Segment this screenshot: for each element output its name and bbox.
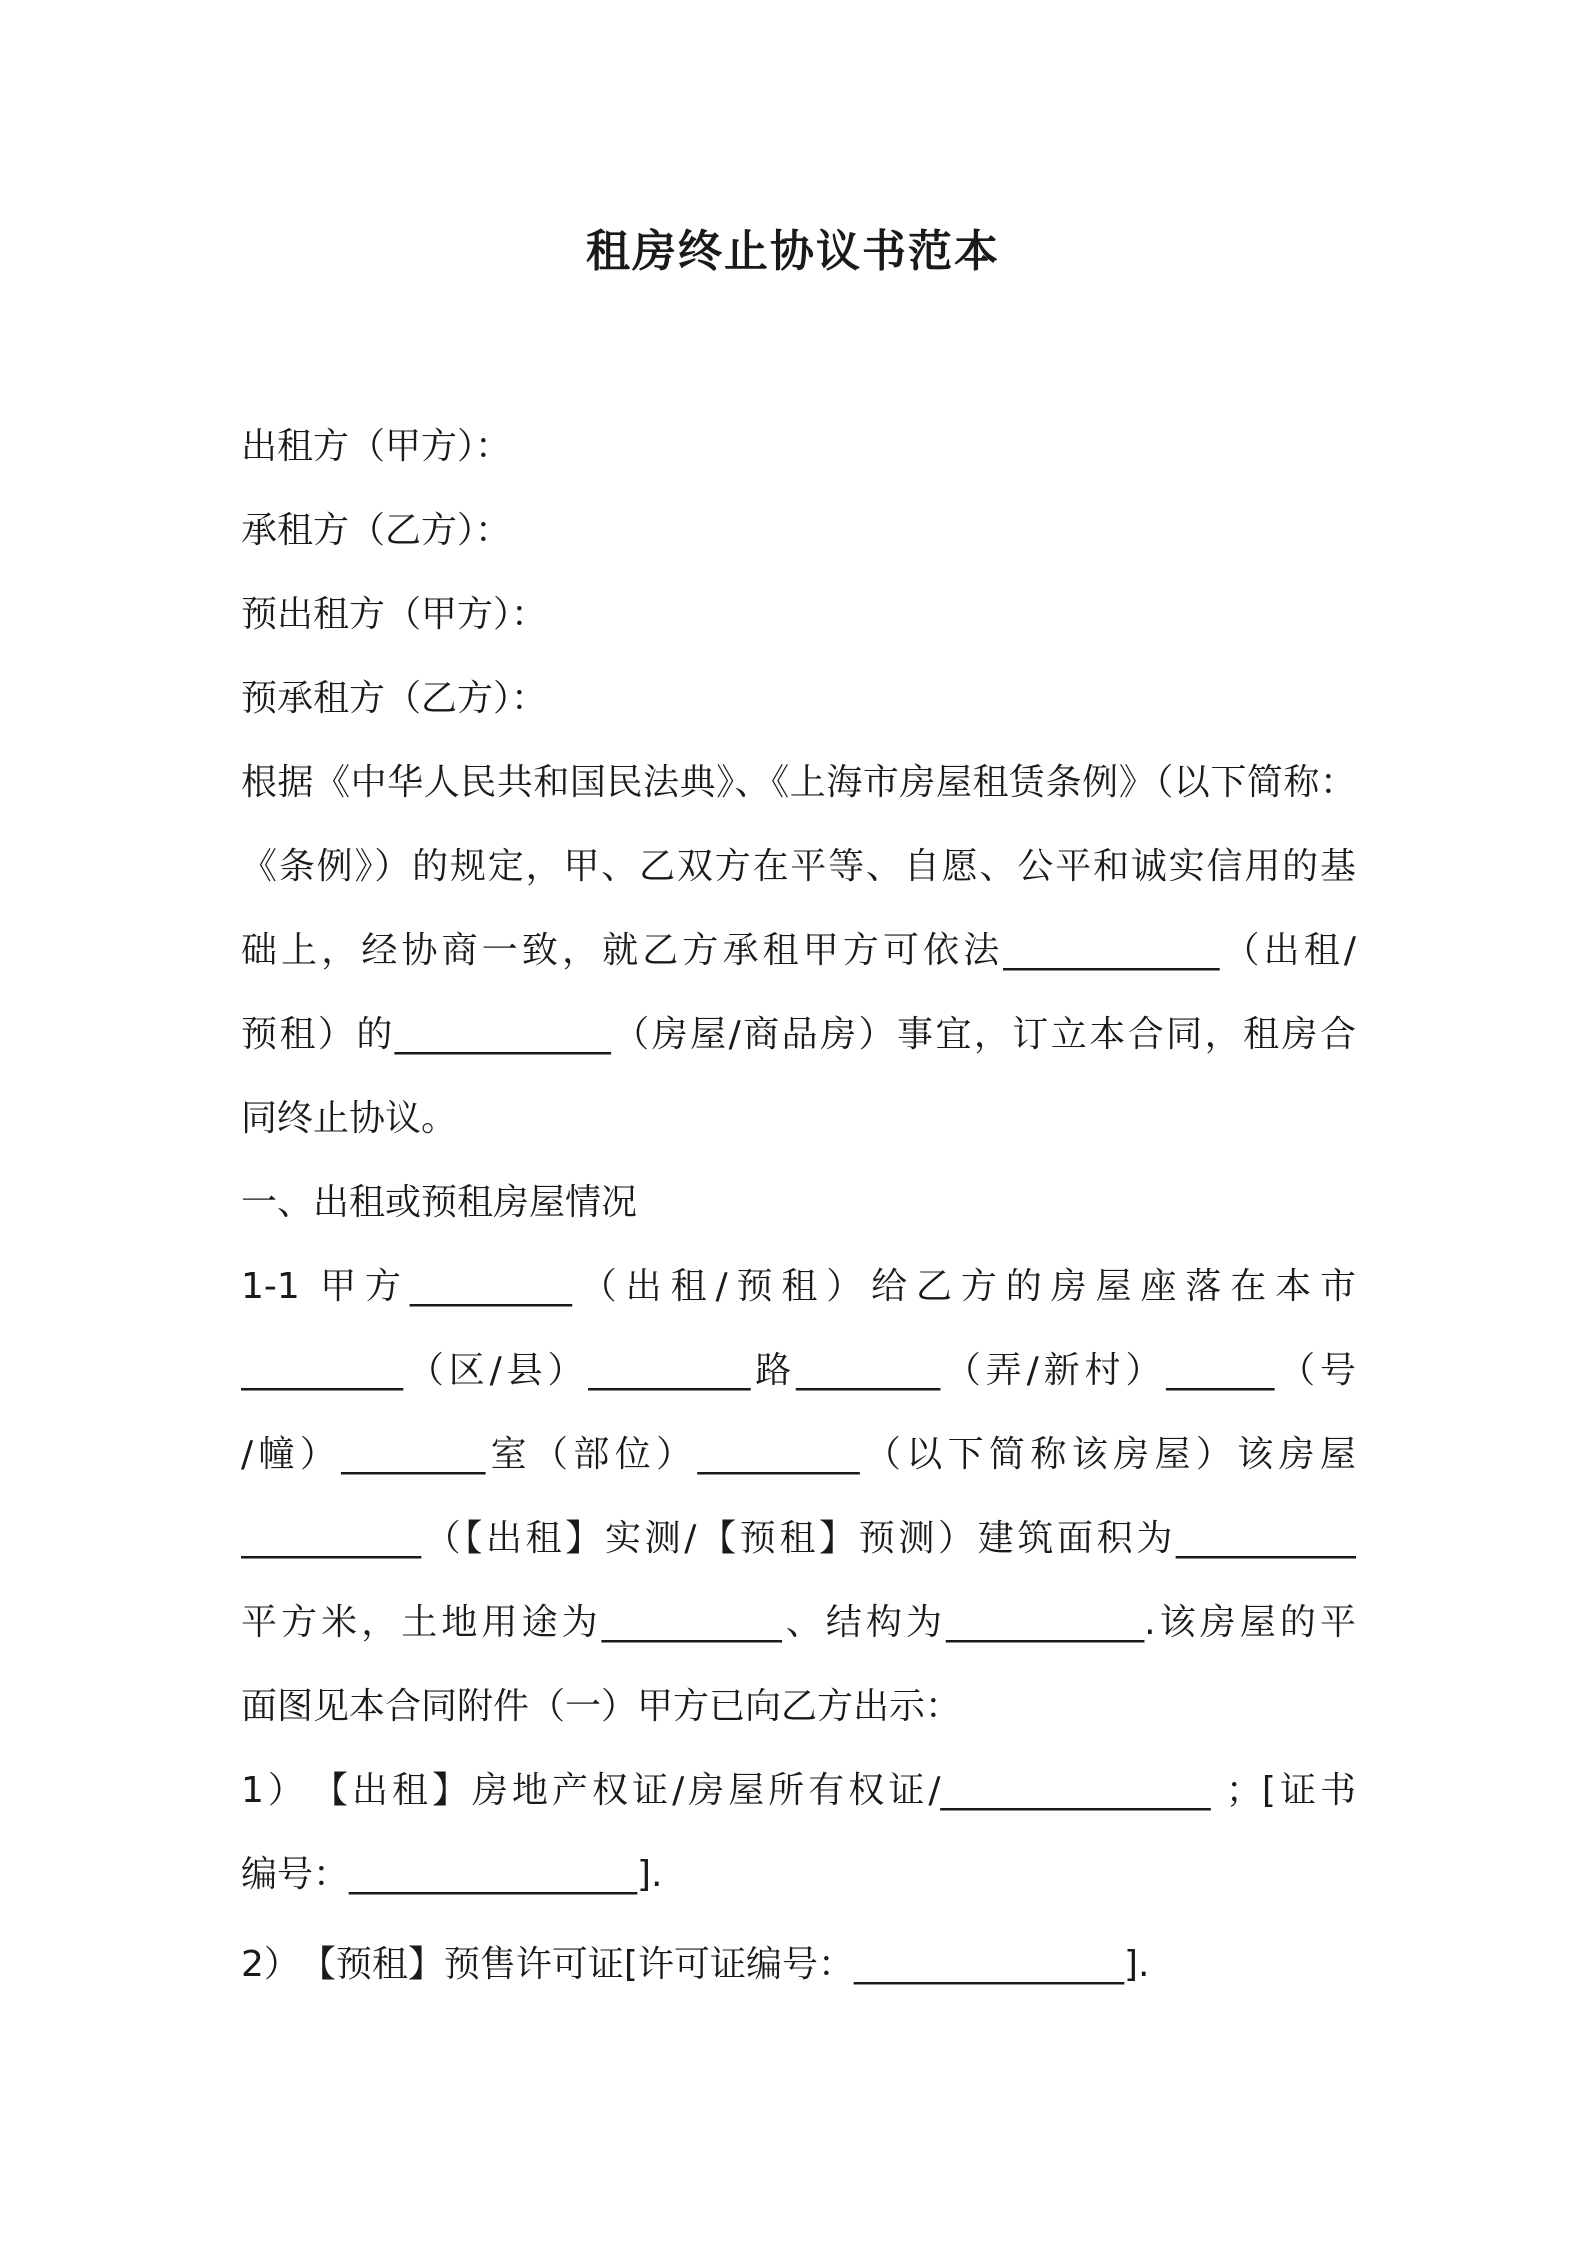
preamble-line: 同终止协议。 [241, 1098, 458, 1139]
list-item-line: 2） 【预租】预售许可证[许可证编号：_______________]. [241, 1944, 1150, 1985]
clause-line: 平方米，土地用途为__________、结构为___________.该房屋的平 [241, 1602, 1356, 1643]
clause-line: _________（区/县）_________路________（弄/新村）______（号 [241, 1350, 1356, 1391]
preamble-line: 预租）的____________（房屋/商品房）事宜，订立本合同，租房合 [241, 1014, 1356, 1055]
party-pre-lessor-line: 预出租方（甲方）： [241, 594, 548, 635]
clause-line: 面图见本合同附件（一）甲方已向乙方出示： [241, 1686, 962, 1727]
list-item-line: 编号：________________]. [241, 1854, 663, 1895]
party-lessee-line: 承租方（乙方）： [241, 510, 512, 551]
clause-line: /幢）________室（部位）_________（以下简称该房屋）该房屋 [241, 1434, 1356, 1475]
section-heading: 一、出租或预租房屋情况 [241, 1182, 638, 1223]
list-item-line: 1） 【出租】房地产权证/房屋所有权证/_______________ ；[证书 [241, 1770, 1356, 1811]
document-title: 租房终止协议书范本 [586, 226, 1000, 277]
preamble-line: 《条例》）的规定，甲、乙双方在平等、自愿、公平和诚实信用的基 [241, 846, 1356, 887]
party-lessor-line: 出租方（甲方）： [241, 426, 512, 467]
preamble-line: 根据《中华人民共和国民法典》、《上海市房屋租赁条例》（以下简称： [241, 762, 1356, 803]
preamble-line: 础上，经协商一致，就乙方承租甲方可依法____________（出租/ [241, 930, 1356, 971]
clause-line: __________（【出租】实测/【预租】预测）建筑面积为__________ [241, 1518, 1356, 1559]
party-pre-lessee-line: 预承租方（乙方）： [241, 678, 548, 719]
clause-line: 1-1 甲方_________（出租/预租）给乙方的房屋座落在本市 [241, 1266, 1356, 1307]
document-body [241, 405, 1356, 2007]
